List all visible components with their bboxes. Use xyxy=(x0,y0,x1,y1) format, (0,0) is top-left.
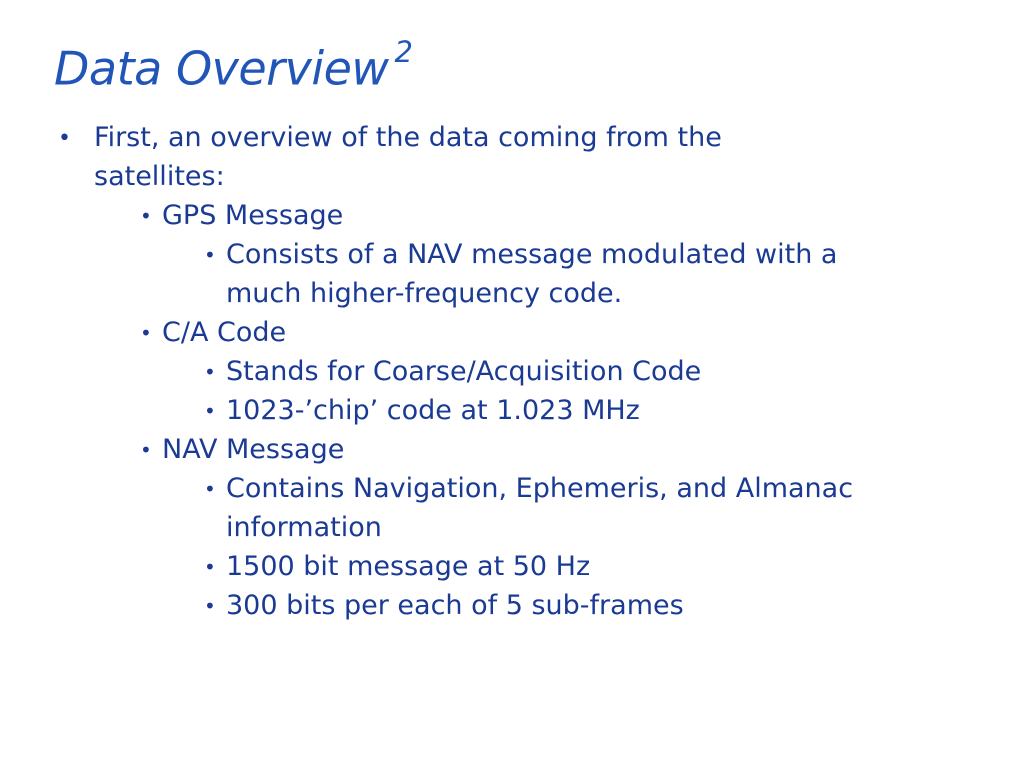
bullet-line: Consists of a NAV message modulated with a xyxy=(226,239,838,270)
bullet-line: much higher-frequency code. xyxy=(226,278,623,309)
bullet-item-nav-message xyxy=(140,430,345,469)
bullet-line: Stands for Coarse/Acquisition Code xyxy=(226,356,702,387)
bullet-line: satellites: xyxy=(94,161,225,192)
bullet-line: information xyxy=(226,512,382,543)
bullet-marker: • xyxy=(140,321,152,345)
bullet-line: Contains Navigation, Ephemeris, and Almanac xyxy=(226,473,854,504)
bullet-line: GPS Message xyxy=(162,200,344,231)
bullet-line: 1023-’chip’ code at 1.023 MHz xyxy=(226,395,640,426)
bullet-line: 300 bits per each of 5 sub-frames xyxy=(226,590,684,621)
bullet-item-nav-contains xyxy=(204,469,854,547)
bullet-item-gps-message xyxy=(140,196,344,235)
bullet-item-ca-stands-for xyxy=(204,352,702,391)
bullet-item-gps-consists xyxy=(204,235,838,313)
slide-title xyxy=(54,35,413,96)
bullet-line: NAV Message xyxy=(162,434,345,465)
bullet-marker: • xyxy=(204,594,216,618)
bullet-item-nav-bit-rate xyxy=(204,547,591,586)
bullet-line: C/A Code xyxy=(162,317,287,348)
bullet-item-nav-subframes xyxy=(204,586,684,625)
bullet-marker: • xyxy=(204,243,216,267)
bullet-marker: • xyxy=(140,204,152,228)
bullet-line: 1500 bit message at 50 Hz xyxy=(226,551,591,582)
bullet-marker: • xyxy=(204,477,216,501)
bullet-line: First, an overview of the data coming from the xyxy=(94,122,722,153)
bullet-marker: • xyxy=(58,126,71,151)
bullet-marker: • xyxy=(204,399,216,423)
bullet-marker: • xyxy=(140,438,152,462)
bullet-marker: • xyxy=(204,360,216,384)
bullet-item-ca-chip-code xyxy=(204,391,640,430)
bullet-marker: • xyxy=(204,555,216,579)
bullet-item-ca-code xyxy=(140,313,287,352)
slide-title-superscript: 2 xyxy=(394,35,413,69)
slide-title-text: Data Overview xyxy=(54,41,389,96)
bullet-item-overview xyxy=(58,118,722,196)
